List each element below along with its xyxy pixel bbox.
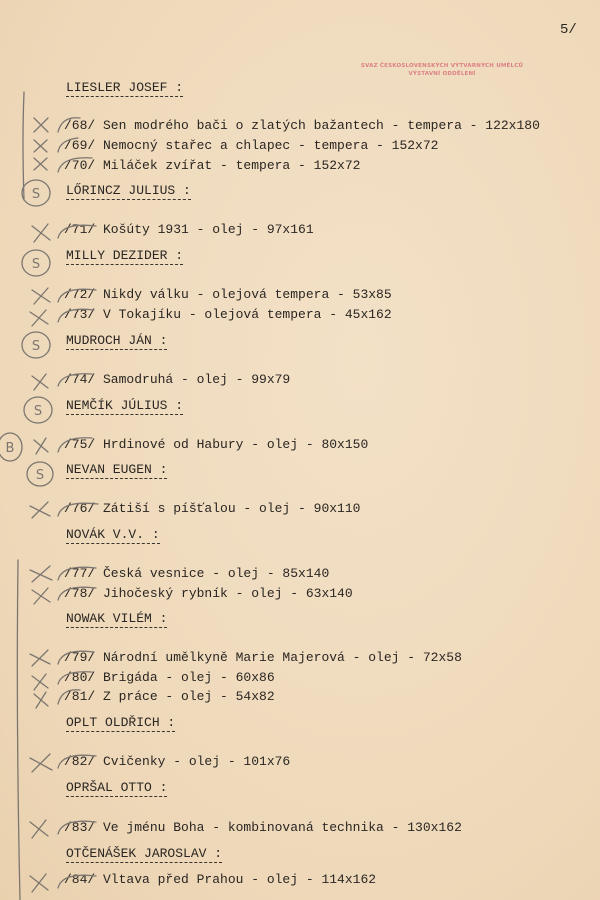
check-mark-icon bbox=[58, 374, 92, 386]
cross-mark-icon bbox=[34, 158, 47, 170]
check-mark-icon bbox=[58, 225, 96, 238]
check-mark-icon bbox=[58, 158, 92, 172]
check-mark-icon bbox=[58, 821, 96, 834]
check-mark-icon bbox=[58, 289, 96, 302]
check-mark-icon bbox=[58, 875, 96, 888]
artist-heading: LŐRINCZ JULIUS : bbox=[66, 183, 191, 198]
cross-mark-icon bbox=[32, 674, 48, 690]
work-entry: /71/ Košúty 1931 - olej - 97x161 bbox=[64, 222, 314, 237]
work-entry: /81/ Z práce - olej - 54x82 bbox=[64, 689, 275, 704]
cross-mark-icon bbox=[30, 650, 50, 666]
check-mark-icon bbox=[58, 438, 92, 452]
work-entry: /69/ Nemocný stařec a chlapec - tempera - 152x72 bbox=[64, 138, 439, 153]
work-entry: /80/ Brigáda - olej - 60x86 bbox=[64, 670, 275, 685]
cross-mark-icon bbox=[34, 692, 48, 708]
check-mark-icon bbox=[58, 567, 96, 580]
cross-mark-icon bbox=[30, 502, 50, 518]
cross-mark-icon bbox=[34, 118, 48, 132]
check-mark-icon bbox=[58, 309, 94, 322]
work-entry: /72/ Nikdy válku - olejová tempera - 53x85 bbox=[64, 287, 392, 302]
cross-mark-icon bbox=[30, 754, 52, 772]
stamp-line-1: SVAZ ČESKOSLOVENSKÝCH VÝTVARNÝCH UMĚLCŮ bbox=[360, 63, 524, 69]
cross-mark-icon bbox=[32, 374, 48, 390]
work-entry: /73/ V Tokajíku - olejová tempera - 45x162 bbox=[64, 307, 392, 322]
artist-heading: NEMČÍK JÚLIUS : bbox=[66, 398, 184, 413]
check-mark-icon bbox=[58, 138, 78, 152]
artist-heading: OTČENÁŠEK JAROSLAV : bbox=[66, 846, 223, 861]
artist-heading: LIESLER JOSEF : bbox=[66, 80, 184, 95]
circled-s-letter: S bbox=[31, 187, 41, 202]
cross-mark-icon bbox=[34, 438, 48, 454]
work-entry: /82/ Cvičenky - olej - 101x76 bbox=[64, 754, 291, 769]
cross-mark-icon bbox=[30, 310, 48, 326]
margin-line-icon bbox=[17, 560, 20, 900]
stamp-line-2: VÝSTAVNÍ ODDĚLENÍ bbox=[408, 71, 476, 77]
page-number: 5/ bbox=[560, 22, 577, 38]
margin-line-icon bbox=[23, 92, 24, 200]
cross-mark-icon bbox=[30, 874, 48, 892]
circled-s-letter: S bbox=[31, 257, 41, 272]
artist-heading: MUDROCH JÁN : bbox=[66, 333, 168, 348]
check-mark-icon bbox=[58, 672, 92, 684]
check-mark-icon bbox=[58, 587, 96, 600]
check-mark-icon bbox=[58, 503, 98, 516]
circled-s-letter: S bbox=[31, 339, 41, 354]
work-entry: /70/ Miláček zvířat - tempera - 152x72 bbox=[64, 158, 361, 173]
artist-heading: NEVAN EUGEN : bbox=[66, 462, 168, 477]
work-entry: /75/ Hrdinové od Habury - olej - 80x150 bbox=[64, 437, 369, 452]
work-entry: /68/ Sen modrého bači o zlatých bažantech - tempera - 122x180 bbox=[64, 118, 540, 133]
artist-heading: NOVÁK V.V. : bbox=[66, 527, 160, 542]
artist-heading: OPRŠAL OTTO : bbox=[66, 780, 168, 795]
cross-mark-icon bbox=[34, 140, 47, 152]
check-mark-icon bbox=[58, 755, 96, 768]
circled-b-letter: B bbox=[5, 441, 15, 456]
work-entry: /83/ Ve jménu Boha - kombinovaná technika - 130x162 bbox=[64, 820, 462, 835]
work-entry: /74/ Samodruhá - olej - 99x79 bbox=[64, 372, 291, 387]
circled-s-letter: S bbox=[35, 468, 45, 483]
work-entry: /84/ Vltava před Prahou - olej - 114x162 bbox=[64, 872, 377, 887]
work-entry: /76/ Zátiší s píšťalou - olej - 90x110 bbox=[64, 501, 361, 516]
work-entry: /78/ Jihočeský rybník - olej - 63x140 bbox=[64, 586, 353, 601]
check-mark-icon bbox=[58, 118, 80, 132]
artist-heading: NOWAK VILÉM : bbox=[66, 611, 168, 626]
cross-mark-icon bbox=[30, 820, 48, 838]
work-entry: /77/ Česká vesnice - olej - 85x140 bbox=[64, 566, 330, 581]
cross-mark-icon bbox=[32, 224, 50, 242]
work-entry: /79/ Národní umělkyně Marie Majerová - olej - 72x58 bbox=[64, 650, 462, 665]
cross-mark-icon bbox=[32, 288, 50, 304]
cross-mark-icon bbox=[32, 588, 50, 604]
check-mark-icon bbox=[58, 690, 80, 704]
artist-heading: MILLY DEZIDER : bbox=[66, 248, 184, 263]
check-mark-icon bbox=[58, 651, 94, 664]
artist-heading: OPLT OLDŘICH : bbox=[66, 715, 176, 730]
cross-mark-icon bbox=[30, 566, 52, 582]
circled-s-letter: S bbox=[33, 404, 43, 419]
